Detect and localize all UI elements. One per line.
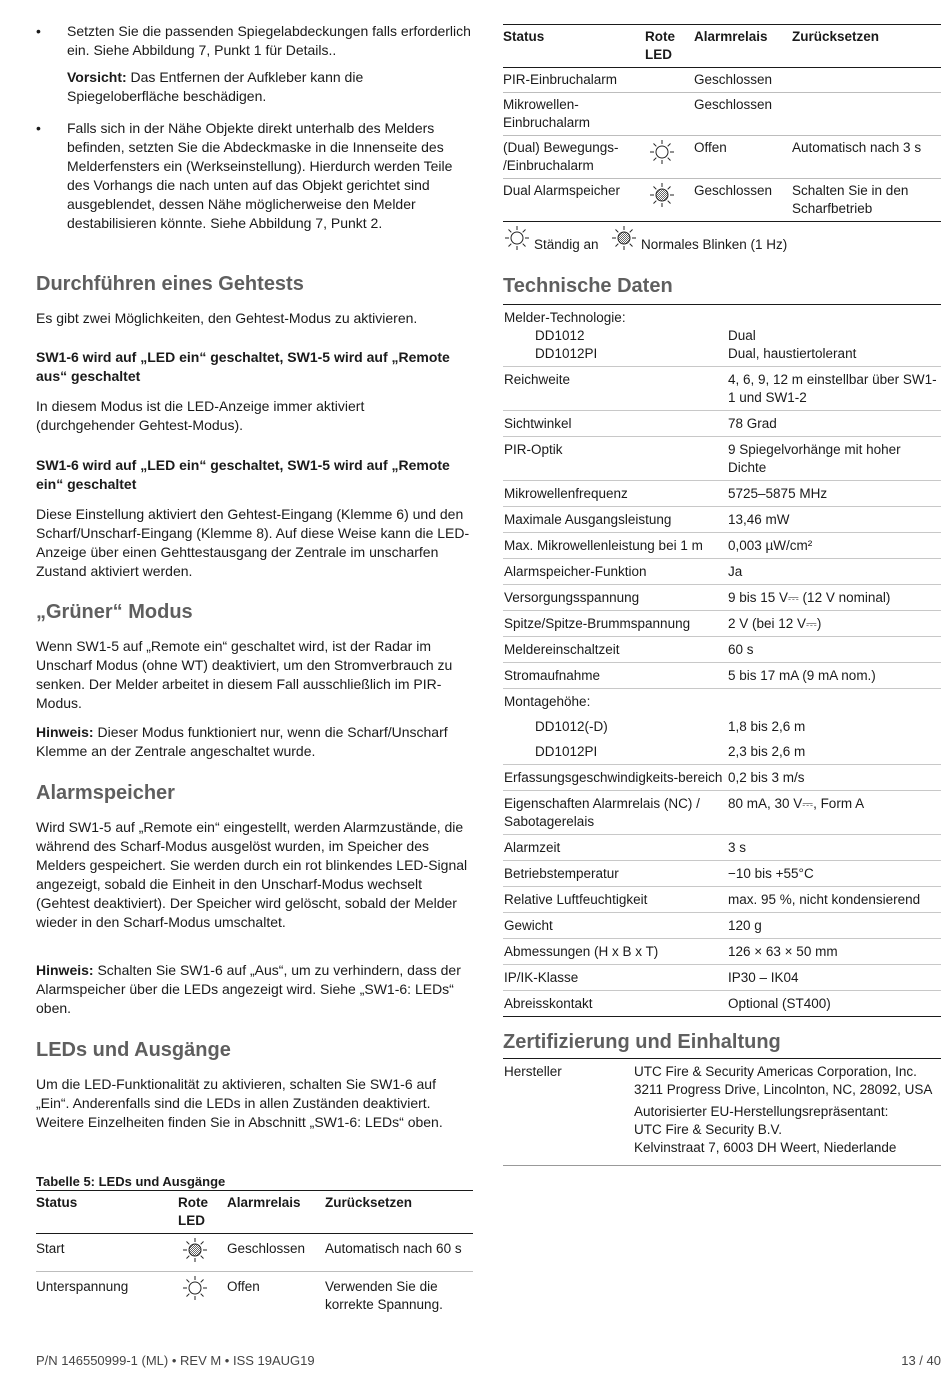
led-table-continued (503, 24, 941, 222)
cell-relay: Offen (694, 136, 792, 179)
walk-test-sub2-heading: SW1-6 wird auf „LED ein“ geschaltet, SW1-5 wird auf „Remote ein“ geschaltet (36, 457, 450, 492)
spec-value: Optional (ST400) (728, 991, 941, 1017)
cell-status: Dual Alarmspeicher (503, 179, 645, 222)
cell-relay: Geschlossen (694, 72, 773, 87)
spec-key: Abreisskontakt (503, 991, 728, 1017)
spec-key: Alarmzeit (503, 835, 728, 861)
walk-test-sub1-heading: SW1-6 wird auf „LED ein“ geschaltet, SW1-5 wird auf „Remote aus“ geschaltet (36, 349, 450, 384)
caution-note (67, 68, 473, 106)
spec-row (503, 507, 941, 533)
spec-key: PIR-Optik (503, 437, 728, 481)
note-text: Dieser Modus funktioniert nur, wenn die Scharf/Unscharf Klemme an der Zentrale angeschaltet wurde. (36, 724, 448, 759)
spec-value: Ja (728, 559, 941, 585)
col-header-relay: Alarmrelais (694, 25, 792, 68)
table-row (36, 1272, 473, 1318)
heading-green-mode: „Grüner“ Modus (36, 601, 193, 623)
spec-value: 9 Spiegelvorhänge mit hoher Dichte (728, 437, 941, 481)
spec-value: 0,2 bis 3 m/s (728, 765, 941, 791)
tech-value-1: Dual (728, 328, 756, 343)
heading-tech-data: Technische Daten (503, 275, 673, 297)
green-mode-text: Wenn SW1-5 auf „Remote ein“ geschaltet wird, ist der Radar im Unscharf Modus (ohne WT) deaktiviert, um den Stromverbrauch zu senken. Der Melder arbeitet in diesem Fall ausschließlich im PIR-Modus. (36, 638, 453, 711)
cell-led (645, 68, 694, 93)
spec-value: IP30 – IK04 (728, 965, 941, 991)
spec-value: 5725–5875 MHz (728, 481, 941, 507)
spec-row (503, 887, 941, 913)
spec-row (503, 585, 941, 611)
legend-steady-label: Ständig an (534, 237, 599, 252)
spec-key (503, 305, 728, 367)
table-row (503, 93, 941, 136)
spec-key: Spitze/Spitze-Brummspannung (503, 611, 728, 637)
tech-model-2: DD1012PI (535, 346, 598, 361)
note-label: Hinweis: (36, 962, 94, 978)
spec-row (503, 991, 941, 1017)
leds-outputs-text: Um die LED-Funktionalität zu aktivieren, schalten Sie SW1-6 auf „Ein“. Anderenfalls sind die LEDs in allen Zuständen deaktiviert. Weitere Einzelheiten finden Sie in Abschnitt „SW1-6: LEDs“ oben. (36, 1076, 443, 1130)
spec-key: IP/IK-Klasse (503, 965, 728, 991)
spec-key: Versorgungsspannung (503, 585, 728, 611)
tech-label: Melder-Technologie: (504, 310, 626, 325)
col-header-status: Status (503, 25, 645, 68)
spec-value: 4, 6, 9, 12 m einstellbar über SW1-1 und SW1-2 (728, 367, 941, 411)
caution-label: Vorsicht: (67, 69, 127, 85)
spec-row (503, 437, 941, 481)
led-table-left (36, 1190, 473, 1317)
bullet-marker: • (36, 120, 41, 136)
table-header-row (36, 1191, 473, 1234)
spec-row (503, 913, 941, 939)
led-legend (503, 225, 941, 253)
spec-row (503, 739, 941, 765)
cell-led (645, 179, 694, 222)
led-blink-icon (182, 1237, 208, 1263)
cell-reset (792, 93, 941, 136)
table-header-row (503, 25, 941, 68)
bullet-text: Falls sich in der Nähe Objekte direkt unterhalb des Melders befinden, setzten Sie die Abdeckmaske in die Innenseite des Melderfensters ein (Werkseinstellung). Hierdurch werden Teile des Vorhangs die nach unten auf das Objekt gerichtet sind ausgeblendet, dessen Nähe möglicherweise den Melder destabilisieren könnte. Siehe Abbildung 7, Punkt 2. (67, 120, 453, 231)
cell-status: Start (36, 1241, 65, 1256)
spec-key: Mikrowellenfrequenz (503, 481, 728, 507)
cell-reset: Automatisch nach 60 s (325, 1241, 462, 1256)
heading-leds-outputs: LEDs und Ausgänge (36, 1039, 231, 1061)
spec-row (503, 559, 941, 585)
spec-key: Stromaufnahme (503, 663, 728, 689)
spec-key: Meldereinschaltzeit (503, 637, 728, 663)
spec-key: DD1012(-D) (535, 719, 608, 734)
spec-row (503, 305, 941, 367)
cell-led (178, 1272, 227, 1318)
spec-rows-group-1 (503, 367, 941, 689)
spec-row (503, 714, 941, 739)
spec-row (503, 791, 941, 835)
spec-row (503, 367, 941, 411)
spec-value: 80 mA, 30 V⎓, Form A (728, 791, 941, 835)
col-header-status: Status (36, 1191, 178, 1234)
spec-key: Gewicht (503, 913, 728, 939)
spec-value: 120 g (728, 913, 941, 939)
spec-key: Abmessungen (H x B x T) (503, 939, 728, 965)
cell-led (178, 1234, 227, 1272)
footer-page-number: 13 / 40 (901, 1353, 941, 1368)
spec-value: −10 bis +55°C (728, 861, 941, 887)
tech-value-2: Dual, haustiertolerant (728, 346, 857, 361)
spec-row (503, 765, 941, 791)
cert-label: Hersteller (504, 1064, 562, 1079)
spec-rows-group-2 (503, 765, 941, 1017)
spec-key: Montagehöhe: (503, 689, 728, 715)
spec-value: 78 Grad (728, 411, 941, 437)
spec-value: 2 V (bei 12 V⎓) (728, 611, 941, 637)
cert-line: Autorisierter EU-Herstellungsrepräsentant: (634, 1104, 889, 1119)
spec-row (503, 965, 941, 991)
spec-value: 0,003 µW/cm² (728, 533, 941, 559)
cert-line: UTC Fire & Security B.V. (634, 1122, 783, 1137)
spec-value: 9 bis 15 V⎓ (12 V nominal) (728, 585, 941, 611)
tech-spec-table (503, 304, 941, 1017)
table-row (36, 1234, 473, 1272)
spec-value: max. 95 %, nicht kondensierend (728, 887, 941, 913)
spec-row (503, 533, 941, 559)
caution-text: Das Entfernen der Aufkleber kann die Spiegeloberfläche beschädigen. (67, 69, 364, 104)
spec-value (728, 689, 941, 715)
spec-key: Alarmspeicher-Funktion (503, 559, 728, 585)
spec-row (503, 637, 941, 663)
spec-table (503, 304, 941, 1017)
cell-reset: Automatisch nach 3 s (792, 136, 941, 179)
spec-key: Betriebstemperatur (503, 861, 728, 887)
spec-key: Max. Mikrowellenleistung bei 1 m (503, 533, 728, 559)
spec-row (503, 481, 941, 507)
cert-line: Kelvinstraat 7, 6003 DH Weert, Niederlande (634, 1140, 897, 1155)
spec-row (503, 411, 941, 437)
cert-table (503, 1058, 941, 1166)
green-mode-note (36, 723, 473, 761)
legend-blink-label: Normales Blinken (1 Hz) (641, 237, 788, 252)
spec-value: 126 × 63 × 50 mm (728, 939, 941, 965)
col-header-reset: Zurücksetzen (792, 25, 941, 68)
cert-value (634, 1059, 941, 1166)
table-caption: Tabelle 5: LEDs und Ausgänge (36, 1174, 226, 1189)
spec-row (503, 835, 941, 861)
footer-part-number: P/N 146550999-1 (ML) • REV M • ISS 19AUG19 (36, 1353, 315, 1368)
led-blink-icon (611, 225, 637, 251)
table-row (503, 136, 941, 179)
cell-led (645, 93, 694, 136)
cell-reset: Schalten Sie in den Scharfbetrieb (792, 179, 941, 222)
spec-row (503, 861, 941, 887)
walk-test-sub1-text: In diesem Modus ist die LED-Anzeige immer aktiviert (durchgehender Gehtest-Modus). (36, 398, 365, 433)
cell-relay: Offen (227, 1272, 325, 1318)
table-row (503, 179, 941, 222)
cell-status: PIR-Einbruchalarm (503, 72, 618, 87)
led-blink-icon (649, 182, 675, 208)
cell-reset (792, 68, 941, 93)
cell-relay: Geschlossen (694, 93, 792, 136)
led-table (36, 1190, 473, 1317)
bullet-text: Setzten Sie die passenden Spiegelabdeckungen falls erforderlich ein. Siehe Abbildung 7, Punkt 1 für Details.. (67, 23, 471, 58)
led-steady-icon (182, 1275, 208, 1301)
spec-key: Reichweite (503, 367, 728, 411)
spec-value: 2,3 bis 2,6 m (728, 744, 806, 759)
cell-relay: Geschlossen (694, 179, 792, 222)
col-header-led: Rote LED (178, 1191, 227, 1234)
spec-value: 5 bis 17 mA (9 mA nom.) (728, 663, 941, 689)
spec-key: Relative Luftfeuchtigkeit (503, 887, 728, 913)
tech-model-1: DD1012 (535, 328, 585, 343)
spec-row (503, 939, 941, 965)
spec-value (728, 305, 941, 367)
col-header-relay: Alarmrelais (227, 1191, 325, 1234)
spec-row (503, 689, 941, 715)
spec-row (503, 663, 941, 689)
cert-line: 3211 Progress Drive, Lincolnton, NC, 28092, USA (634, 1082, 933, 1097)
note-text: Schalten Sie SW1-6 auf „Aus“, um zu verhindern, dass der Alarmspeicher über die LEDs angezeigt wird. Siehe „SW1-6: LEDs“ oben. (36, 962, 461, 1016)
cell-status: (Dual) Bewegungs- /Einbruchalarm (503, 136, 645, 179)
spec-value: 13,46 mW (728, 507, 941, 533)
cell-status: Unterspannung (36, 1272, 178, 1318)
cert-row (503, 1059, 941, 1166)
alarm-memory-note (36, 961, 473, 1018)
cert-line: UTC Fire & Security Americas Corporation, Inc. (634, 1064, 917, 1079)
spec-key: DD1012PI (535, 744, 598, 759)
spec-value: 1,8 bis 2,6 m (728, 719, 806, 734)
heading-alarm-memory: Alarmspeicher (36, 782, 175, 804)
cell-reset: Verwenden Sie die korrekte Spannung. (325, 1272, 473, 1318)
led-steady-icon (504, 225, 530, 251)
heading-certification: Zertifizierung und Einhaltung (503, 1031, 781, 1053)
spec-key: Maximale Ausgangsleistung (503, 507, 728, 533)
table-row (503, 68, 941, 93)
spec-key: Erfassungsgeschwindigkeits-bereich (503, 765, 728, 791)
alarm-memory-text: Wird SW1-5 auf „Remote ein“ eingestellt, werden Alarmzustände, die während des Scharf-Modus ausgelöst wurden, im Speicher des Melders gespeichert. Sie werden durch ein rot blinkendes LED-Signal angezeigt, sobald die Einheit in den Unscharf-Modus wechselt (Gehtest deaktiviert). Der Speicher wird gelöscht, sobald der Melder wieder in den Scharf-Modus umschaltet. (36, 819, 468, 930)
cell-status: Mikrowellen-Einbruchalarm (503, 93, 645, 136)
spec-row (503, 611, 941, 637)
cell-led (645, 136, 694, 179)
walk-test-sub2-text: Diese Einstellung aktiviert den Gehtest-Eingang (Klemme 6) und den Scharf/Unscharf-Eingang (Klemme 8). Auf diese Weise kann die LED-Anzeige über einen Gehttestausgang der Zentrale im unscharfen Zustand aktiviert werden. (36, 506, 470, 579)
cell-relay: Geschlossen (227, 1241, 306, 1256)
col-header-led: Rote LED (645, 25, 694, 68)
spec-key: Sichtwinkel (503, 411, 728, 437)
led-steady-icon (649, 139, 675, 165)
spec-key: Eigenschaften Alarmrelais (NC) / Sabotagerelais (503, 791, 728, 835)
spec-value: 60 s (728, 637, 941, 663)
heading-walk-test: Durchführen eines Gehtests (36, 273, 304, 295)
spec-value: 3 s (728, 835, 941, 861)
walk-test-intro: Es gibt zwei Möglichkeiten, den Gehtest-Modus zu aktivieren. (36, 310, 418, 326)
note-label: Hinweis: (36, 724, 94, 740)
col-header-reset: Zurücksetzen (325, 1191, 473, 1234)
led-table-right (503, 24, 941, 222)
certification-table (503, 1058, 941, 1166)
bullet-marker: • (36, 23, 41, 39)
